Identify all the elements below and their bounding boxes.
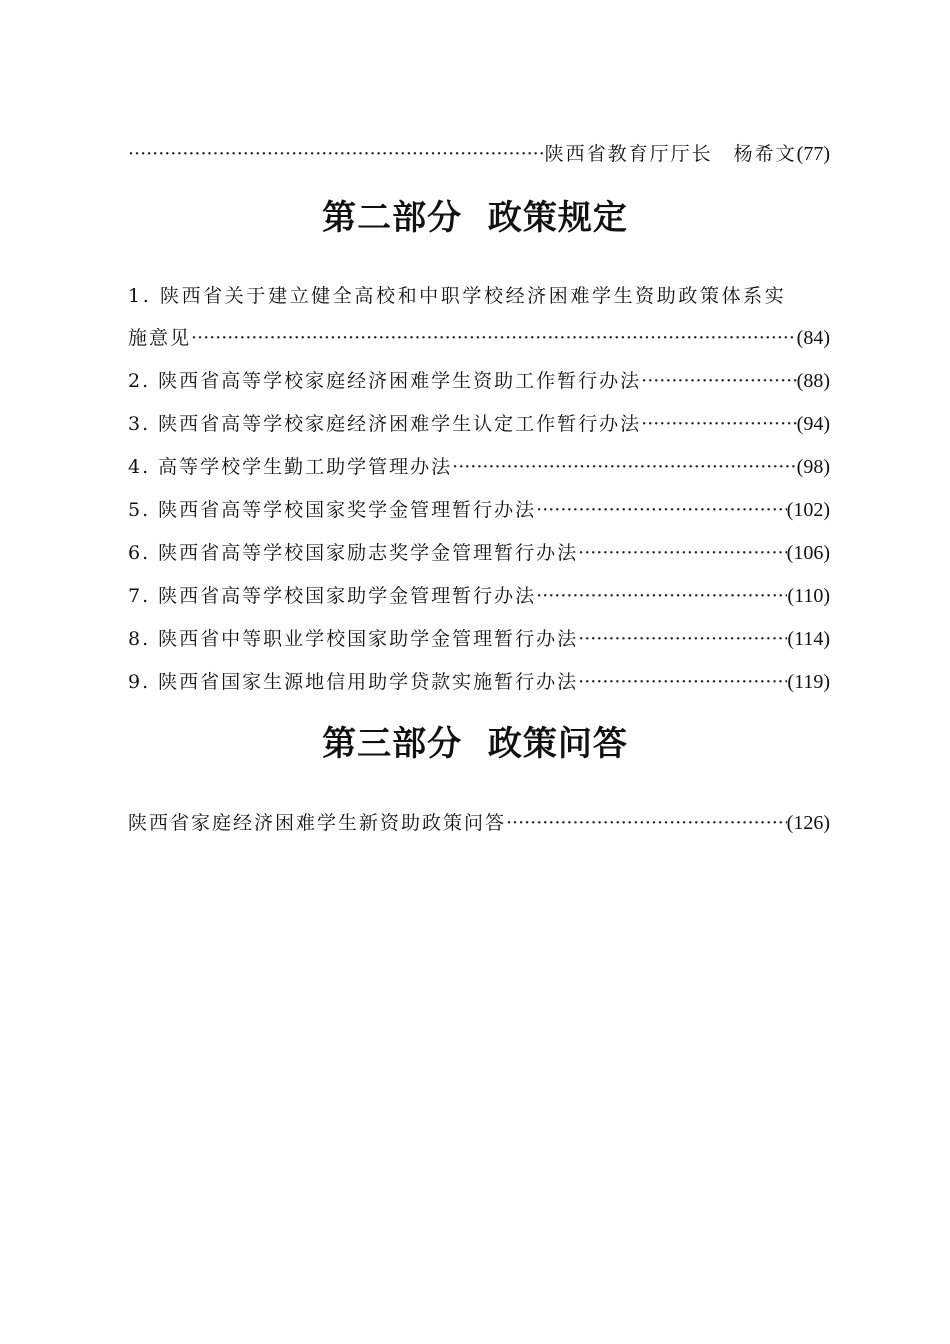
toc-entry-text: 施意见 [128,327,192,349]
leader-dots [578,669,787,695]
toc-page-number: (98) [796,456,830,478]
toc-entry-1[interactable] [128,325,830,351]
toc-entry-text: 9. 陕西省国家生源地信用助学贷款实施暂行办法 [128,671,579,693]
toc-page-number: (84) [796,327,830,349]
leader-dots [536,497,787,523]
toc-entry-text: 陕西省家庭经济困难学生新资助政策问答 [128,812,507,834]
toc-page-number: (126) [786,812,830,834]
leader-dots [641,368,797,394]
leader-dots [641,411,797,437]
section-title-part2: 第二部分 政策规定 [322,198,628,238]
toc-page-number: (106) [786,542,830,564]
toc-page-number: (110) [787,585,830,607]
toc-entry-text: 4. 高等学校学生勤工助学管理办法 [128,456,453,478]
toc-entry-5[interactable] [128,497,830,523]
leader-dots [536,583,787,609]
toc-entry-text: 8. 陕西省中等职业学校国家助学金管理暂行办法 [128,628,579,650]
toc-entry-text: 7. 陕西省高等学校国家助学金管理暂行办法 [128,585,537,607]
toc-entry-4[interactable] [128,454,830,480]
toc-page-number: (88) [796,370,830,392]
leader-dots [452,454,797,480]
toc-entry-text: 6. 陕西省高等学校国家励志奖学金管理暂行办法 [128,542,579,564]
toc-page-number: (102) [786,499,830,521]
toc-entry-2[interactable] [128,368,830,394]
toc-page-number: (94) [796,413,830,435]
toc-entry-text: 5. 陕西省高等学校国家奖学金管理暂行办法 [128,499,537,521]
section-title-part3: 第三部分 政策问答 [322,724,628,764]
toc-entry-9[interactable] [128,669,830,695]
toc-entry-qa[interactable] [128,810,830,836]
leader-dots [578,626,787,652]
toc-entry-1-line1[interactable]: 1. 陕西省关于建立健全高校和中职学校经济困难学生资助政策体系实 [128,285,787,307]
toc-entry-text: 3. 陕西省高等学校家庭经济困难学生认定工作暂行办法 [128,413,642,435]
leader-dots [128,141,545,167]
toc-entry-intro[interactable] [128,141,830,167]
toc-entry-3[interactable] [128,411,830,437]
leader-dots [578,540,787,566]
toc-entry-text: 2. 陕西省高等学校家庭经济困难学生资助工作暂行办法 [128,370,642,392]
toc-entry-6[interactable] [128,540,830,566]
toc-page-number: (119) [787,671,830,693]
toc-page-number: (77) [796,143,830,165]
leader-dots [191,325,797,351]
leader-dots [506,810,787,836]
toc-page-number: (114) [787,628,830,650]
toc-entry-text: 陕西省教育厅厅长 杨希文 [544,143,797,165]
toc-entry-8[interactable] [128,626,830,652]
toc-entry-7[interactable] [128,583,830,609]
